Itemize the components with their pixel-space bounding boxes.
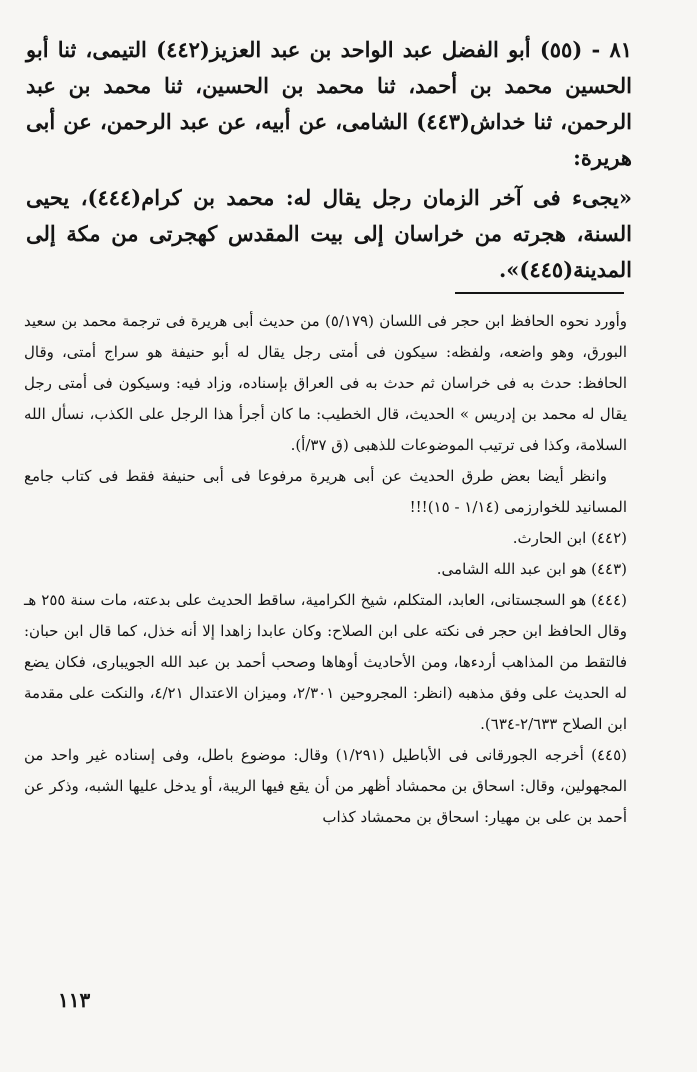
footnotes xyxy=(24,306,627,833)
page-number: ١١٣ xyxy=(58,988,91,1012)
footnote-442: (٤٤٢) ابن الحارث. xyxy=(512,529,627,547)
hadith-isnad: ٨١ - (٥٥) أبو الفضل عبد الواحد بن عبد العزيز(٤٤٢) التيمى، ثنا أبو الحسين محمد بن أحمد، ثنا محمد بن الحسين، ثنا محمد بن عبد الرحمن، ثنا خداش(٤٤٣) الشامى، عن أبيه، عن عبد الرحمن، عن أبى هريرة: xyxy=(26,37,633,170)
footnote-444: (٤٤٤) هو السجستانى، العابد، المتكلم، شيخ الكرامية، ساقط الحديث على بدعته، مات سنة ٢٥٥ هـ وقال الحافظ ابن حجر فى نكته على ابن الصلاح: وكان عابدا زاهدا إلا أنه خذل، كما قال ابن حبان: فالتقط من المذاهب أردءها، ومن الأحاديث أوهاها وصحب أحمد بن عبد الله الجويبارى، فكان يضع له الحديث على وفق مذهبه (انظر: المجروحين ٢/٣٠١، وميزان الاعتدال ٤/٢١، والنكت على مقدمة ابن الصلاح ٢/٦٣٣-٦٣٤). xyxy=(24,591,627,733)
hadith-text xyxy=(26,32,632,288)
hadith-matn: «يجىء فى آخر الزمان رجل يقال له: محمد بن كرام(٤٤٤)، يحيى السنة، هجرته من خراسان إلى بيت المقدس كهجرتى من مكة إلى المدينة(٤٤٥)». xyxy=(26,185,632,282)
footnote-445: (٤٤٥) أخرجه الجورقانى فى الأباطيل (١/٢٩١) وقال: موضوع باطل، وفى إسناده غير واحد من المجهولين، وقال: اسحاق بن محمشاد أظهر من أن يقع فيها الريبة، أو يدخل عليها الشبه، وذكر عن أحمد بن على بن مهيار: اسحاق بن محمشاد كذاب xyxy=(24,746,628,826)
footnote-continued-2: وانظر أيضا بعض طرق الحديث عن أبى هريرة مرفوعا فى أبى حنيفة فقط فى كتاب جامع المسانيد للخوارزمى (١/١٤ - ١٥)!!! xyxy=(24,467,627,516)
footnote-separator xyxy=(455,292,624,294)
footnote-443: (٤٤٣) هو ابن عبد الله الشامى. xyxy=(436,560,627,578)
footnote-continued: وأورد نحوه الحافظ ابن حجر فى اللسان (٥/١٧٩) من حديث أبى هريرة فى ترجمة محمد بن سعيد البورق، وهو واضعه، ولفظه: سيكون فى أمتى رجل يقال له أبو حنيفة هو سراج أمتى، وقال الحافظ: حدث به فى خراسان ثم حدث به فى العراق بإسناده، وزاد فيه: وسيكون فى أمتى رجل يقال له محمد بن إدريس » الحديث، قال الخطيب: ما كان أجرأ هذا الرجل على الكذب، نسأل الله السلامة، وكذا فى ترتيب الموضوعات للذهبى (ق ٣٧/أ). xyxy=(24,312,628,454)
